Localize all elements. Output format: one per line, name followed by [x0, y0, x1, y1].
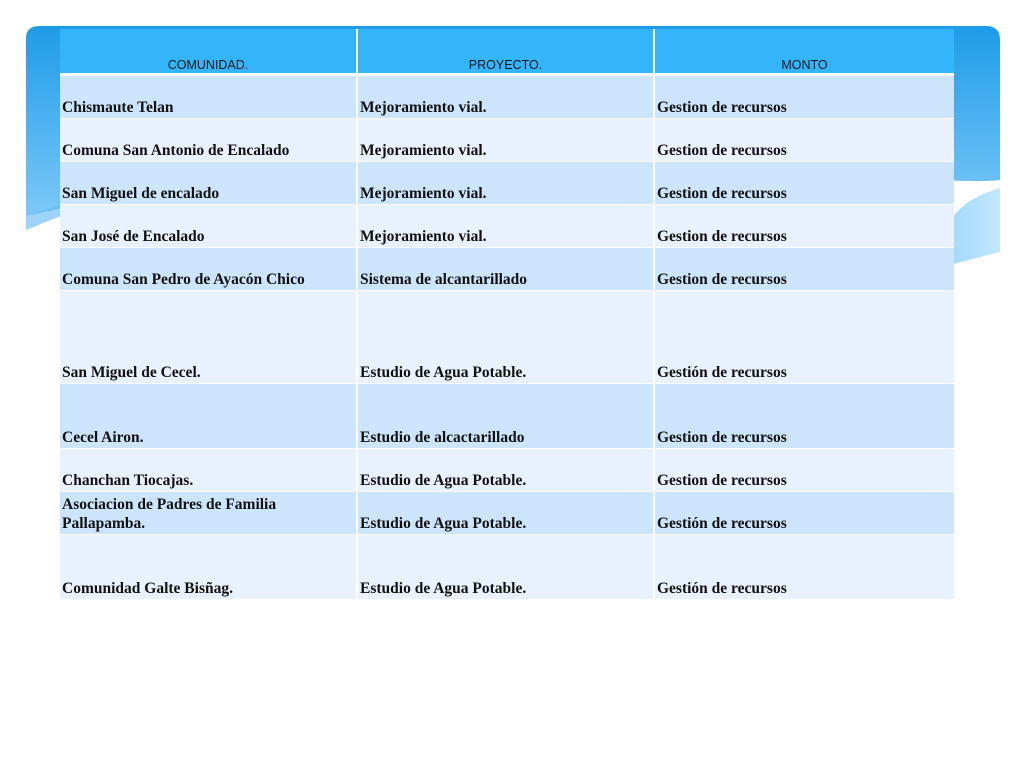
table-row [60, 205, 954, 248]
cell-monto: Gestion de recursos [655, 248, 954, 291]
cell-comunidad: San Miguel de Cecel. [60, 291, 358, 384]
cell-proyecto: Estudio de Agua Potable. [358, 291, 655, 384]
cell-comunidad: Chismaute Telan [60, 76, 358, 119]
cell-monto: Gestion de recursos [655, 205, 954, 248]
cell-proyecto: Mejoramiento vial. [358, 76, 655, 119]
cell-comunidad: Comuna San Antonio de Encalado [60, 119, 358, 162]
table-header-row [60, 29, 954, 76]
cell-monto: Gestion de recursos [655, 162, 954, 205]
cell-monto: Gestión de recursos [655, 492, 954, 535]
cell-comunidad: Comuna San Pedro de Ayacón Chico [60, 248, 358, 291]
cell-proyecto: Estudio de Agua Potable. [358, 535, 655, 600]
header-comunidad: COMUNIDAD. [60, 29, 358, 76]
cell-comunidad: Chanchan Tiocajas. [60, 449, 358, 492]
table-row [60, 535, 954, 600]
cell-monto: Gestión de recursos [655, 291, 954, 384]
cell-monto: Gestion de recursos [655, 384, 954, 449]
cell-monto: Gestion de recursos [655, 76, 954, 119]
cell-proyecto: Sistema de alcantarillado [358, 248, 655, 291]
cell-comunidad: Comunidad Galte Bisñag. [60, 535, 358, 600]
header-proyecto: PROYECTO. [358, 29, 655, 76]
cell-comunidad: Cecel Airon. [60, 384, 358, 449]
table-row [60, 119, 954, 162]
cell-comunidad: San José de Encalado [60, 205, 358, 248]
table-row [60, 248, 954, 291]
table-row [60, 492, 954, 535]
cell-monto: Gestion de recursos [655, 449, 954, 492]
table-row [60, 384, 954, 449]
cell-comunidad: San Miguel de encalado [60, 162, 358, 205]
cell-proyecto: Mejoramiento vial. [358, 205, 655, 248]
cell-proyecto: Estudio de alcactarillado [358, 384, 655, 449]
cell-proyecto: Mejoramiento vial. [358, 119, 655, 162]
cell-proyecto: Estudio de Agua Potable. [358, 449, 655, 492]
table-row [60, 76, 954, 119]
cell-proyecto: Mejoramiento vial. [358, 162, 655, 205]
cell-monto: Gestión de recursos [655, 535, 954, 600]
projects-table [60, 29, 954, 600]
table-row [60, 162, 954, 205]
table-row [60, 449, 954, 492]
cell-proyecto: Estudio de Agua Potable. [358, 492, 655, 535]
cell-monto: Gestion de recursos [655, 119, 954, 162]
cell-comunidad: Asociacion de Padres de Familia Pallapamba. [60, 492, 358, 535]
table-row [60, 291, 954, 384]
header-monto: MONTO [655, 29, 954, 76]
